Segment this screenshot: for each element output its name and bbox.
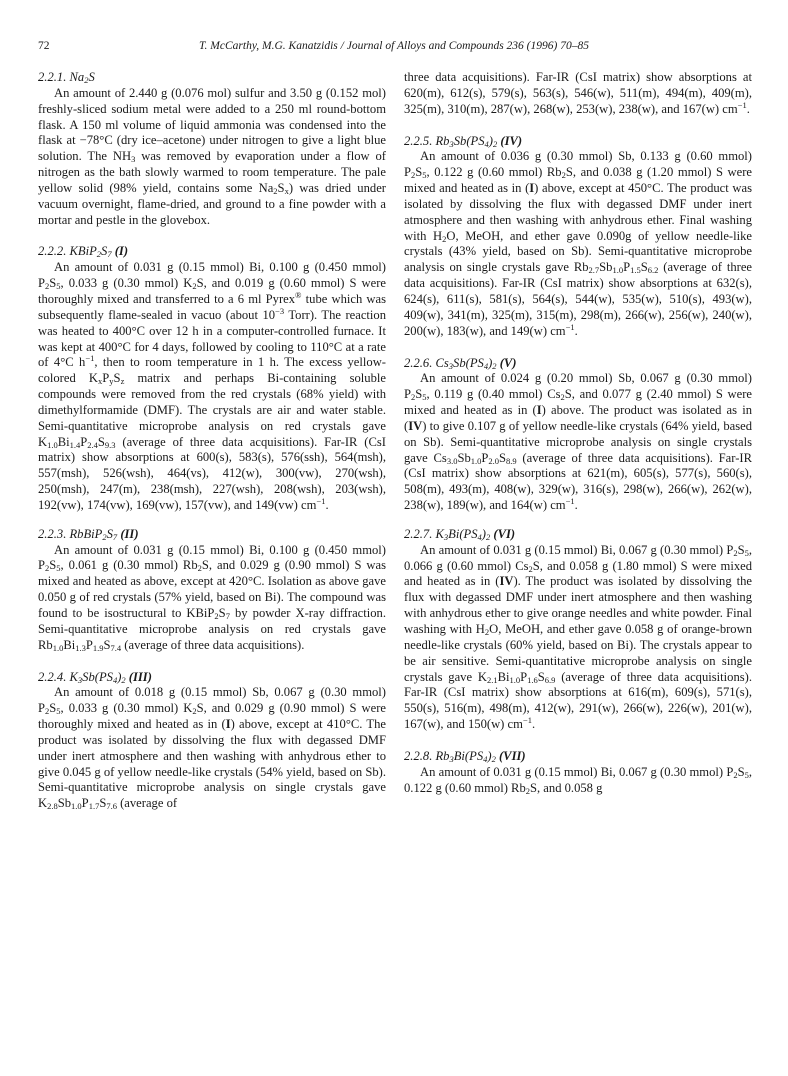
section-2-2-1 (38, 70, 386, 228)
section-paragraph: An amount of 0.031 g (0.15 mmol) Bi, 0.067 g (0.30 mmol) $P_2S_5$, 0.122 g (0.60 mmol) $Rb_2S$, and 0.058 g (404, 764, 752, 796)
right-column (404, 70, 752, 796)
section-2-2-5 (404, 134, 752, 340)
section-2-2-6 (404, 356, 752, 514)
section-2-2-3 (38, 527, 386, 654)
section-heading: 2.2.2. $KBiP_2S_7$ (I) (38, 244, 129, 260)
section-paragraph: An amount of 0.031 g (0.15 mmol) Bi, 0.100 g (0.450 mmol) $P_2S_5$, 0.033 g (0.30 mmol) $K_2S$, and 0.019 g (0.60 mmol) S were thoroughly mixed and transferred to a 6 ml Pyrex® tube which was subsequently flame-sealed in vacuo (about $10^{-3}$ Torr). The reaction was heated to 400°C over 12 h in a computer-controlled furnace. It was kept at 400°C for 4 days, followed by cooling to 110°C at a rate of 4°C $h^{-1}$, then to room temperature in 1 h. The excess yellow-colored $K_xP_yS_z$ matrix and perhaps Bi-containing soluble compounds were removed from the red crystals (68% yield) with dimethylformamide (DMF). The crystals are air and water stable. Semi-quantitative microprobe analysis on red crystals gave $K_{1.0}Bi_{1.4}P_{2.4}S_{9.3}$ (average of three data acquisitions). Far-IR (CsI matrix) show absorptions at 600(s), 583(s), 576(ssh), 564(msh), 557(msh), 526(wsh), 464(vs), 412(w), 300(vw), 270(wsh), 250(msh), 247(m), 238(msh), 227(wsh), 208(wsh), 203(wsh), 192(vw), 174(vw), 169(vw), 157(vw), and 149(vw) $cm^{-1}$. (38, 260, 387, 512)
section-paragraph: An amount of 0.036 g (0.30 mmol) Sb, 0.133 g (0.60 mmol) $P_2S_5$, 0.122 g (0.60 mmol) $Rb_2S$, and 0.038 g (1.20 mmol) S were mixed and heated as in (I) above, except at 450°C. The product was isolated by dissolving the flux with degassed DMF under inert atmosphere and then washing with anhydrous ether. Final washing with $H_2O$, MeOH, and ether gave 0.090g of yellow needle-like crystals (43% yield, based on Sb). Semi-quantitative microprobe analysis on single crystals gave $Rb_{2.7}Sb_{1.0}P_{1.5}S_{6.2}$ (average of three data acquisitions). Far-IR (CsI matrix) show absorptions at 632(s), 624(s), 611(s), 581(s), 564(s), 544(w), 535(w), 510(s), 493(w), 409(w), 341(m), 325(m), 315(m), 298(m), 266(w), 256(w), 240(w), 200(w), 183(w), and 149(w) $cm^{-1}$. (404, 149, 752, 338)
section-2-2-2 (38, 244, 386, 513)
section-2-2-4 (38, 670, 386, 813)
section-2-2-4-continued (404, 70, 752, 118)
section-paragraph: An amount of 0.031 g (0.15 mmol) Bi, 0.067 g (0.30 mmol) $P_2S_5$, 0.066 g (0.60 mmol) $Cs_2S$, and 0.058 g (1.80 mmol) S were mixed and heated as in (IV). The product was isolated by dissolving the flux with degassed DMF under inert atmosphere and then washing with anhydrous ether to give orange needles and white powder. Final washing with $H_2O$, MeOH, and ether gave 0.058 g of orange-brown needle-like crystals (60% yield, based on Bi). The crystals appear to be air sensitive. Semi-quantitative microprobe analysis on single crystals gave $K_{2.1}Bi_{1.0}P_{1.6}S_{6.9}$ (average of three data acquisitions). Far-IR (CsI matrix) show absorptions at 616(m), 609(s), 571(s), 550(s), 516(m), 498(m), 412(w), 291(w), 266(w), 226(w), 201(w), 167(w), and 150(w) $cm^{-1}$. (404, 542, 753, 732)
page-number: 72 (38, 40, 50, 52)
section-paragraph: An amount of 0.031 g (0.15 mmol) Bi, 0.100 g (0.450 mmol) $P_2S_5$, 0.061 g (0.30 mmol) $Rb_2S$, and 0.029 g (0.90 mmol) S was mixed and heated as above, except at 420°C. Isolation as above gave 0.050 g of red crystals (57% yield, based on Bi). The compound was found to be isostructural to $KBiP_2S_7$ by powder X-ray diffraction. Semi-quantitative microprobe analysis on red crystals gave $Rb_{1.0}Bi_{1.3}P_{1.9}S_{7.4}$ (average of three data acquisitions). (38, 542, 386, 653)
left-column (38, 70, 386, 812)
section-heading: 2.2.5. $Rb_3Sb(PS_4)_2$ (IV) (404, 133, 523, 149)
section-heading: 2.2.8. $Rb_3Bi(PS_4)_2$ (VII) (404, 748, 526, 764)
section-heading: 2.2.6. $Cs_3Sb(PS_4)_2$ (V) (404, 355, 517, 371)
running-head (38, 40, 750, 58)
section-heading: 2.2.3. $RbBiP_2S_7$ (II) (38, 526, 139, 542)
section-paragraph: An amount of 2.440 g (0.076 mol) sulfur and 3.50 g (0.152 mol) freshly-sliced sodium metal were added to a 250 ml round-bottom flask. A 150 ml volume of liquid ammonia was condensed into the flask at −78°C (dry ice–acetone) under nitrogen to give a light blue solution. The $NH_3$ was removed by evaporation under a flow of nitrogen as the bath slowly warmed to room temperature. The pale yellow solid (98% yield, contains some $Na_2S_x$) was dried under vacuum overnight, flame-dried, and ground to a fine powder with a mortar and pestle in the glovebox. (38, 85, 387, 227)
section-paragraph: three data acquisitions). Far-IR (CsI matrix) show absorptions at 620(m), 612(s), 579(s), 563(s), 546(w), 511(m), 494(m), 409(m), 325(m), 310(m), 287(w), 268(w), 253(w), 238(w), and 167(w) $cm^{-1}$. (404, 70, 752, 116)
section-paragraph: An amount of 0.024 g (0.20 mmol) Sb, 0.067 g (0.30 mmol) $P_2S_5$, 0.119 g (0.40 mmol) $Cs_2S$, and 0.077 g (2.40 mmol) S were mixed and heated as in (I) above. The product was isolated as in (IV) to give 0.107 g of yellow needle-like crystals (64% yield, based on Sb). Semi-quantitative microprobe analysis on single crystals gave $Cs_{3.0}Sb_{1.0}P_{2.0}S_{8.9}$ (average of three data acquisitions). Far-IR (CsI matrix) show absorptions at 621(m), 605(s), 577(s), 560(s), 508(m), 493(m), 408(w), 329(w), 316(s), 298(w), 266(w), 262(w), 238(w), 189(w), and 164(w) $cm^{-1}$. (404, 371, 752, 513)
section-heading: 2.2.1. $Na_2S$ (38, 70, 95, 85)
section-2-2-7 (404, 527, 752, 733)
section-heading: 2.2.7. $K_3Bi(PS_4)_2$ (VI) (404, 526, 516, 542)
section-heading: 2.2.4. $K_3Sb(PS_4)_2$ (III) (38, 669, 152, 685)
section-2-2-8 (404, 749, 752, 797)
journal-reference: T. McCarthy, M.G. Kanatzidis / Journal of Alloys and Compounds 236 (1996) 70–85 (199, 40, 589, 52)
section-paragraph: An amount of 0.018 g (0.15 mmol) Sb, 0.067 g (0.30 mmol) $P_2S_5$, 0.033 g (0.30 mmol) $K_2S$, and 0.029 g (0.90 mmol) S were thoroughly mixed and heated as in (I) above, except at 410°C. The product was isolated by dissolving the flux with degassed DMF under inert atmosphere and then washing with anhydrous ether to give 0.045 g of yellow needle-like crystals (54% yield, based on Sb). Semi-quantitative microprobe analysis on single crystals gave $K_{2.8}Sb_{1.0}P_{1.7}S_{7.6}$ (average of (38, 685, 387, 812)
